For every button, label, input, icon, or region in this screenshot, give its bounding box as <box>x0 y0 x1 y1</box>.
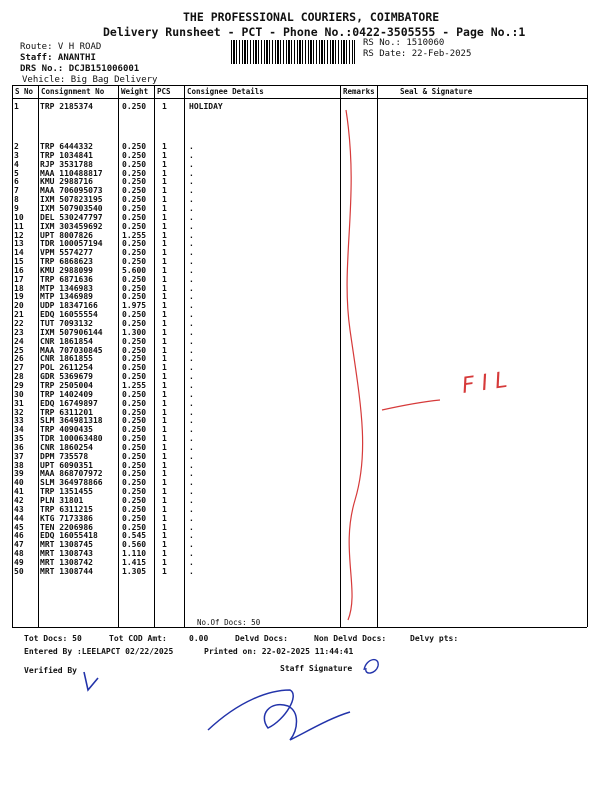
printed-on: Printed on: 22-02-2025 11:44:41 <box>204 647 354 656</box>
row-sno: 7 <box>14 186 19 196</box>
entered-by: Entered By :LEELAPCT 02/22/2025 <box>24 647 174 656</box>
row-pcs: 1 <box>162 203 167 213</box>
staff-label: Staff: ANANTHI <box>20 53 96 63</box>
row-consignee: . <box>189 301 194 311</box>
row-pcs: 1 <box>162 478 167 488</box>
row-weight: 1.975 <box>122 301 147 311</box>
row-weight: 1.255 <box>122 230 147 240</box>
row-consignment: IXM 507903540 <box>40 203 103 213</box>
col-header-sno: S No <box>15 87 34 96</box>
row-consignee: . <box>189 416 194 426</box>
row-pcs: 1 <box>162 257 167 267</box>
row-pcs: 1 <box>162 177 167 187</box>
row-weight: 0.250 <box>122 212 147 222</box>
row-sno: 5 <box>14 168 19 178</box>
row-consignment: KMU 2988716 <box>40 177 93 187</box>
row-weight: 0.250 <box>122 487 147 497</box>
row-weight: 0.250 <box>122 354 147 364</box>
row-consignee: . <box>189 363 194 373</box>
row-sno: 45 <box>14 522 24 532</box>
row-consignment: TRP 1034841 <box>40 150 93 160</box>
row-consignment: MTP 1346989 <box>40 292 93 302</box>
row-pcs: 1 <box>162 566 167 576</box>
col-header-pcs: PCS <box>157 87 171 96</box>
row-consignee: . <box>189 195 194 205</box>
row-consignee: . <box>189 274 194 284</box>
row-sno: 14 <box>14 248 24 258</box>
row-pcs: 1 <box>162 407 167 417</box>
row-pcs: 1 <box>162 469 167 479</box>
row-weight: 0.250 <box>122 336 147 346</box>
row-pcs: 1 <box>162 398 167 408</box>
row-pcs: 1 <box>162 513 167 523</box>
row-consignee: . <box>189 212 194 222</box>
row-consignee: . <box>189 380 194 390</box>
red-pen-squiggle <box>346 110 363 620</box>
row-pcs: 1 <box>162 319 167 328</box>
route-label: Route: V H ROAD <box>20 42 102 52</box>
row-consignee: . <box>189 442 194 452</box>
drs-number: DRS No.: DCJB151006001 <box>20 64 140 74</box>
delvy-pts: Delvy pts: <box>410 634 459 643</box>
row-weight: 0.250 <box>122 159 147 169</box>
row-consignment: IXM 303459692 <box>40 221 103 231</box>
row-sno: 18 <box>14 283 24 293</box>
row-sno: 22 <box>14 319 24 328</box>
row-weight: 1.255 <box>122 380 147 390</box>
row-consignee: . <box>189 522 194 532</box>
row-weight: 0.250 <box>122 257 147 267</box>
row-weight: 0.250 <box>122 177 147 187</box>
row-sno: 35 <box>14 434 24 444</box>
row-pcs: 1 <box>162 230 167 240</box>
row-consignee: . <box>189 389 194 399</box>
row-sno: 15 <box>14 257 24 267</box>
row-consignee: . <box>189 345 194 355</box>
row-weight: 1.300 <box>122 327 147 337</box>
delvd-docs: Delvd Docs: <box>235 634 288 643</box>
row-consignee: . <box>189 496 194 505</box>
row-consignee: . <box>189 434 194 444</box>
row-weight: 0.250 <box>122 283 147 293</box>
row-pcs: 1 <box>162 274 167 284</box>
col-header-remarks: Remarks <box>343 87 375 96</box>
tot-cod-label: Tot COD Amt: <box>109 634 167 643</box>
row-sno: 29 <box>14 380 24 390</box>
row-pcs: 1 <box>162 301 167 311</box>
row-consignment: TRP 6871636 <box>40 274 93 284</box>
row-consignee: . <box>189 478 194 488</box>
row-weight: 0.250 <box>122 451 147 461</box>
row-weight: 0.250 <box>122 292 147 302</box>
row-consignee: . <box>189 265 194 275</box>
row-consignment: TRP 6444332 <box>40 142 93 151</box>
row-consignment: SLM 364978866 <box>40 478 103 488</box>
row-pcs: 1 <box>162 248 167 258</box>
row-sno: 28 <box>14 372 24 382</box>
row-consignee: . <box>189 292 194 302</box>
row-sno: 34 <box>14 425 24 435</box>
row-consignee: . <box>189 407 194 417</box>
row-consignee: . <box>189 257 194 267</box>
no-of-docs: No.Of Docs: 50 <box>197 618 261 627</box>
row-weight: 0.250 <box>122 142 147 151</box>
tot-docs: Tot Docs: 50 <box>24 634 82 643</box>
row-weight: 1.110 <box>122 549 147 559</box>
col-header-weight: Weight <box>121 87 149 96</box>
row-sno: 30 <box>14 389 24 399</box>
row-consignment: GDR 5369679 <box>40 372 93 382</box>
row-consignment: UDP 18347166 <box>40 301 98 311</box>
row-weight: 0.250 <box>122 469 147 479</box>
row-consignee: . <box>189 310 194 320</box>
row-consignment: MAA 707030845 <box>40 345 103 355</box>
handwritten-remark: F I L <box>460 367 509 399</box>
row-pcs: 1 <box>162 221 167 231</box>
row-pcs: 1 <box>162 487 167 497</box>
row-consignment: POL 2611254 <box>40 363 93 373</box>
row-consignment: TRP 6868623 <box>40 257 93 267</box>
row-consignee: . <box>189 372 194 382</box>
row-consignment: MTP 1346983 <box>40 283 93 293</box>
row-pcs: 1 <box>162 416 167 426</box>
row-consignment: SLM 364981318 <box>40 416 103 426</box>
row-weight: 0.250 <box>122 522 147 532</box>
row-consignment: TRP 6311201 <box>40 407 93 417</box>
row-consignment: EDQ 16055418 <box>40 531 98 541</box>
row-pcs: 1 <box>162 239 167 249</box>
row-weight: 0.545 <box>122 531 147 541</box>
row-consignment: MRT 1308744 <box>40 566 93 576</box>
row-weight: 0.250 <box>122 478 147 488</box>
row-consignee: . <box>189 221 194 231</box>
row-weight: 0.250 <box>122 513 147 523</box>
row-weight: 0.250 <box>122 442 147 452</box>
row-consignee: . <box>189 487 194 497</box>
row-sno: 47 <box>14 540 24 550</box>
row-consignee: . <box>189 549 194 559</box>
col-header-seal-signature: Seal & Signature <box>400 87 473 96</box>
row-pcs: 1 <box>162 389 167 399</box>
row-consignment: MAA 706095073 <box>40 186 103 196</box>
row-consignee: . <box>189 425 194 435</box>
red-pen-arrow <box>382 400 440 410</box>
row-weight: 0.250 <box>122 195 147 205</box>
row-consignment: TRP 2185374 <box>40 102 93 111</box>
verified-by-tick <box>84 672 98 690</box>
row-pcs: 1 <box>162 354 167 364</box>
row-pcs: 1 <box>162 557 167 567</box>
row-sno: 9 <box>14 203 19 213</box>
row-weight: 0.250 <box>122 150 147 160</box>
row-weight: 0.250 <box>122 319 147 328</box>
row-pcs: 1 <box>162 159 167 169</box>
row-pcs: 1 <box>162 212 167 222</box>
row-consignee: . <box>189 531 194 541</box>
row-consignment: MRT 1308742 <box>40 557 93 567</box>
row-consignment: CNR 1860254 <box>40 442 93 452</box>
row-pcs: 1 <box>162 345 167 355</box>
row-consignee: . <box>189 203 194 213</box>
row-weight: 1.305 <box>122 566 147 576</box>
row-consignee: . <box>189 283 194 293</box>
row-consignee: . <box>189 354 194 364</box>
row-consignee: . <box>189 159 194 169</box>
row-weight: 0.250 <box>122 389 147 399</box>
row-consignee: . <box>189 504 194 514</box>
row-weight: 0.250 <box>122 239 147 249</box>
row-consignment: MRT 1308745 <box>40 540 93 550</box>
row-pcs: 1 <box>162 150 167 160</box>
row-weight: 0.250 <box>122 407 147 417</box>
row-consignment: KMU 2988099 <box>40 265 93 275</box>
company-title: THE PROFESSIONAL COURIERS, COIMBATORE <box>183 10 440 24</box>
row-pcs: 1 <box>162 336 167 346</box>
row-sno: 33 <box>14 416 24 426</box>
row-weight: 0.250 <box>122 221 147 231</box>
row-pcs: 1 <box>162 380 167 390</box>
row-consignee: . <box>189 186 194 196</box>
row-weight: 0.250 <box>122 460 147 470</box>
row-consignee: . <box>189 540 194 550</box>
row-sno: 10 <box>14 212 24 222</box>
row-weight: 0.250 <box>122 363 147 373</box>
row-sno: 32 <box>14 407 24 417</box>
row-consignee: . <box>189 319 194 328</box>
row-weight: 0.250 <box>122 504 147 514</box>
row-weight: 0.560 <box>122 540 147 550</box>
row-pcs: 1 <box>162 504 167 514</box>
row-weight: 0.250 <box>122 398 147 408</box>
row-weight: 0.250 <box>122 102 147 111</box>
row-sno: 40 <box>14 478 24 488</box>
large-signature <box>208 690 350 740</box>
row-sno: 13 <box>14 239 24 249</box>
row-consignment: UPT 8007826 <box>40 230 93 240</box>
row-sno: 42 <box>14 496 24 505</box>
row-pcs: 1 <box>162 327 167 337</box>
row-pcs: 1 <box>162 168 167 178</box>
row-pcs: 1 <box>162 451 167 461</box>
row-consignee: . <box>189 451 194 461</box>
row-pcs: 1 <box>162 363 167 373</box>
row-weight: 0.250 <box>122 416 147 426</box>
row-sno: 24 <box>14 336 24 346</box>
row-pcs: 1 <box>162 549 167 559</box>
row-sno: 50 <box>14 566 24 576</box>
row-weight: 0.250 <box>122 345 147 355</box>
row-weight: 0.250 <box>122 496 147 505</box>
row-weight: 0.250 <box>122 372 147 382</box>
staff-signature-label: Staff Signature <box>280 664 353 673</box>
row-consignment: TRP 2505004 <box>40 380 93 390</box>
row-consignee: . <box>189 150 194 160</box>
row-consignment: TDR 100057194 <box>40 239 103 249</box>
row-sno: 27 <box>14 363 24 373</box>
row-sno: 11 <box>14 221 24 231</box>
row-sno: 49 <box>14 557 24 567</box>
row-sno: 6 <box>14 177 19 187</box>
row-sno: 21 <box>14 310 24 320</box>
row-pcs: 1 <box>162 531 167 541</box>
row-pcs: 1 <box>162 283 167 293</box>
row-sno: 23 <box>14 327 24 337</box>
col-header-consignment: Consignment No <box>41 87 105 96</box>
row-consignment: TRP 1351455 <box>40 487 93 497</box>
row-sno: 44 <box>14 513 24 523</box>
row-sno: 2 <box>14 142 19 151</box>
row-consignment: TRP 6311215 <box>40 504 93 514</box>
row-consignment: IXM 507823195 <box>40 195 103 205</box>
row-consignment: UPT 6090351 <box>40 460 93 470</box>
row-sno: 8 <box>14 195 19 205</box>
row-sno: 38 <box>14 460 24 470</box>
row-sno: 39 <box>14 469 24 479</box>
row-consignee: . <box>189 460 194 470</box>
row-consignment: RJP 3531788 <box>40 159 93 169</box>
row-pcs: 1 <box>162 522 167 532</box>
row-sno: 4 <box>14 159 19 169</box>
row-consignee: . <box>189 142 194 151</box>
row-consignment: TRP 4090435 <box>40 425 93 435</box>
row-sno: 19 <box>14 292 24 302</box>
staff-signature-scribble <box>364 660 378 673</box>
row-pcs: 1 <box>162 265 167 275</box>
row-consignment: VPM 5574277 <box>40 248 93 258</box>
row-consignment: MAA 110488817 <box>40 168 103 178</box>
vehicle-label: Vehicle: Big Bag Delivery <box>22 75 158 85</box>
runsheet-title: Delivery Runsheet - PCT - Phone No.:0422-3505555 - Page No.:1 <box>103 25 526 39</box>
row-pcs: 1 <box>162 292 167 302</box>
row-consignment: EDQ 16055554 <box>40 310 98 320</box>
row-weight: 0.250 <box>122 168 147 178</box>
row-consignment: CNR 1861855 <box>40 354 93 364</box>
row-weight: 0.250 <box>122 434 147 444</box>
row-weight: 5.600 <box>122 265 147 275</box>
row-consignee: . <box>189 239 194 249</box>
row-pcs: 1 <box>162 442 167 452</box>
row-consignment: TUT 7093132 <box>40 319 93 328</box>
row-pcs: 1 <box>162 540 167 550</box>
row-consignee: . <box>189 327 194 337</box>
row-consignment: KTG 7173386 <box>40 513 93 523</box>
row-pcs: 1 <box>162 186 167 196</box>
row-pcs: 1 <box>162 310 167 320</box>
row-sno: 16 <box>14 265 24 275</box>
rs-date: RS Date: 22-Feb-2025 <box>363 49 472 59</box>
row-consignee: . <box>189 177 194 187</box>
row-pcs: 1 <box>162 142 167 151</box>
row-consignee: . <box>189 230 194 240</box>
row-pcs: 1 <box>162 102 167 111</box>
row-consignee: . <box>189 557 194 567</box>
row-consignment: MAA 868707972 <box>40 469 103 479</box>
row-sno: 25 <box>14 345 24 355</box>
row-sno: 31 <box>14 398 24 408</box>
row-consignee: . <box>189 248 194 258</box>
verified-by-label: Verified By <box>24 666 77 675</box>
row-weight: 0.250 <box>122 425 147 435</box>
row-consignment: MRT 1308743 <box>40 549 93 559</box>
row-sno: 17 <box>14 274 24 284</box>
row-consignment: DPM 735578 <box>40 451 89 461</box>
row-pcs: 1 <box>162 434 167 444</box>
row-sno: 37 <box>14 451 24 461</box>
row-consignment: DEL 530247797 <box>40 212 103 222</box>
row-consignee: . <box>189 398 194 408</box>
row-pcs: 1 <box>162 372 167 382</box>
row-consignment: CNR 1861854 <box>40 336 93 346</box>
row-consignee: . <box>189 513 194 523</box>
row-consignment: IXM 507906144 <box>40 327 103 337</box>
non-delvd-docs: Non Delvd Docs: <box>314 634 387 643</box>
row-consignment: PLN 31801 <box>40 496 84 505</box>
row-sno: 1 <box>14 102 19 111</box>
row-weight: 1.415 <box>122 557 147 567</box>
row-pcs: 1 <box>162 460 167 470</box>
row-consignee: . <box>189 336 194 346</box>
rs-number: RS No.: 1510060 <box>363 38 445 48</box>
row-sno: 26 <box>14 354 24 364</box>
row-weight: 0.250 <box>122 186 147 196</box>
row-sno: 36 <box>14 442 24 452</box>
row-weight: 0.250 <box>122 310 147 320</box>
row-sno: 48 <box>14 549 24 559</box>
row-sno: 20 <box>14 301 24 311</box>
row-consignment: TRP 1402409 <box>40 389 93 399</box>
cod-amount: 0.00 <box>189 634 209 643</box>
row-consignee: . <box>189 469 194 479</box>
row-sno: 12 <box>14 230 24 240</box>
row-consignee: . <box>189 168 194 178</box>
row-consignment: TEN 2206986 <box>40 522 93 532</box>
row-consignee: HOLIDAY <box>189 102 223 111</box>
row-pcs: 1 <box>162 195 167 205</box>
row-weight: 0.250 <box>122 274 147 284</box>
row-consignment: EDQ 16749897 <box>40 398 98 408</box>
row-weight: 0.250 <box>122 248 147 258</box>
col-header-consignee: Consignee Details <box>187 87 264 96</box>
row-pcs: 1 <box>162 496 167 505</box>
row-pcs: 1 <box>162 425 167 435</box>
row-weight: 0.250 <box>122 203 147 213</box>
row-sno: 46 <box>14 531 24 541</box>
row-consignee: . <box>189 566 194 576</box>
row-consignment: TDR 100063480 <box>40 434 103 444</box>
row-sno: 43 <box>14 504 24 514</box>
row-sno: 41 <box>14 487 24 497</box>
row-sno: 3 <box>14 150 19 160</box>
